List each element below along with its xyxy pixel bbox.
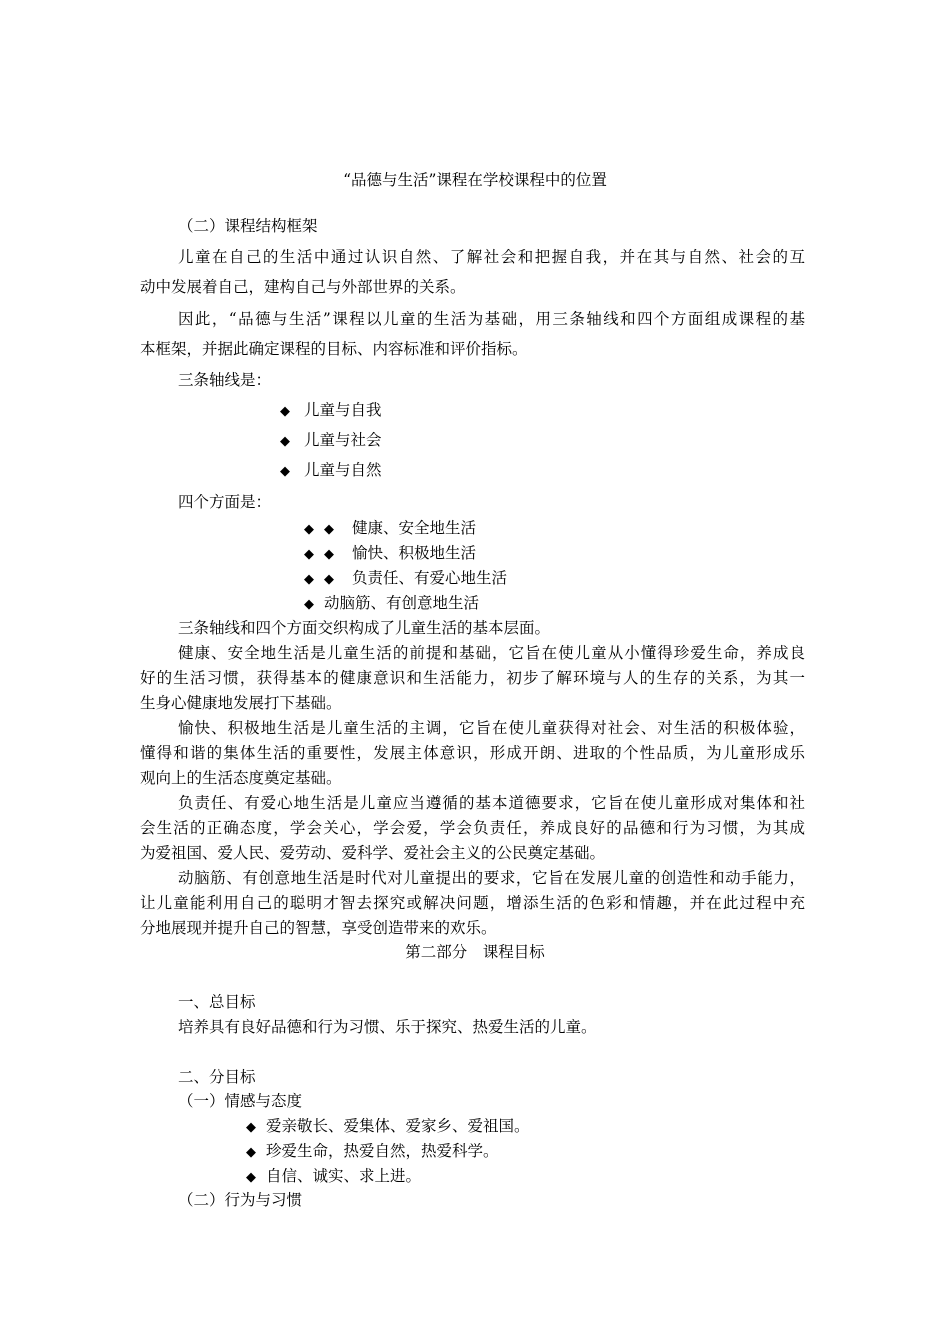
axis-item-label: 儿童与自然: [304, 461, 382, 479]
para-health-line3: 生身心健康地发展打下基础。: [140, 694, 342, 712]
para1-line2: 动中发展着自己，建构自己与外部世界的关系。: [140, 278, 466, 296]
diamond-bullet-icon: ◆: [280, 404, 290, 419]
axis-item-label: 儿童与自我: [304, 401, 382, 419]
diamond-bullet-icon: ◆: [246, 1145, 256, 1160]
para-happy-line1: 愉快、积极地生活是儿童生活的主调，它旨在使儿童获得对社会、对生活的积极体验，: [178, 719, 805, 737]
goal-sub-title: 二、分目标: [178, 1068, 256, 1086]
goal-total-text: 培养具有良好品德和行为习惯、乐于探究、热爱生活的儿童。: [178, 1018, 597, 1036]
diamond-bullet-icon: ◆: [324, 522, 334, 537]
figure-caption: “品德与生活”课程在学校课程中的位置: [343, 171, 607, 189]
axis-item-nature: [280, 460, 382, 482]
diamond-bullet-icon: ◆: [304, 522, 314, 537]
para-creative-line2: 让儿童能利用自己的聪明才智去探究或解决问题，增添生活的色彩和情趣，并在此过程中充: [140, 894, 805, 912]
para-responsible-line2: 会生活的正确态度，学会关心，学会爱，学会负责任，养成良好的品德和行为习惯，为其成: [140, 819, 805, 837]
aspect-item-health: [304, 518, 476, 540]
para-responsible-line3: 为爱祖国、爱人民、爱劳动、爱科学、爱社会主义的公民奠定基础。: [140, 844, 606, 862]
para-happy-line3: 观向上的生活态度奠定基础。: [140, 769, 342, 787]
sub1-title: （一）情感与态度: [178, 1092, 303, 1110]
para2-line2: 本框架，并据此确定课程的目标、内容标准和评价指标。: [140, 340, 528, 358]
diamond-bullet-icon: ◆: [304, 572, 314, 587]
diamond-bullet-icon: ◆: [246, 1170, 256, 1185]
axes-intro: 三条轴线是：: [178, 371, 272, 389]
para-creative-line1: 动脑筋、有创意地生活是时代对儿童提出的要求，它旨在发展儿童的创造性和动手能力，: [178, 869, 805, 887]
aspect-item-label: 负责任、有爱心地生活: [352, 569, 508, 587]
aspects-intro: 四个方面是：: [178, 493, 272, 511]
sub1-item-label: 爱亲敬长、爱集体、爱家乡、爱祖国。: [266, 1117, 530, 1135]
para-happy-line2: 懂得和谐的集体生活的重要性，发展主体意识，形成开朗、进取的个性品质，为儿童形成乐: [140, 744, 805, 762]
diamond-bullet-icon: ◆: [280, 464, 290, 479]
diamond-bullet-icon: ◆: [304, 597, 314, 612]
goal-total-title: 一、总目标: [178, 993, 256, 1011]
sub1-item-life: [246, 1141, 499, 1163]
diamond-bullet-icon: ◆: [324, 572, 334, 587]
aspect-item-label: 动脑筋、有创意地生活: [324, 594, 480, 612]
para-responsible-line1: 负责任、有爱心地生活是儿童应当遵循的基本道德要求，它旨在使儿童形成对集体和社: [178, 794, 805, 812]
summary-line: 三条轴线和四个方面交织构成了儿童生活的基本层面。: [178, 619, 551, 637]
axis-item-label: 儿童与社会: [304, 431, 382, 449]
aspect-item-creative: [304, 593, 479, 615]
sub1-item-honest: [246, 1166, 421, 1188]
para-health-line1: 健康、安全地生活是儿童生活的前提和基础，它旨在使儿童从小懂得珍爱生命，养成良: [178, 644, 805, 662]
sub1-item-label: 自信、诚实、求上进。: [266, 1167, 422, 1185]
aspect-item-label: 愉快、积极地生活: [352, 544, 477, 562]
aspect-item-happy: [304, 543, 476, 565]
sub1-item-label: 珍爱生命，热爱自然，热爱科学。: [266, 1142, 499, 1160]
sub2-title: （二）行为与习惯: [178, 1191, 303, 1209]
axis-item-society: [280, 430, 382, 452]
part2-title: 第二部分 课程目标: [405, 943, 545, 961]
diamond-bullet-icon: ◆: [246, 1120, 256, 1135]
para1-line1: 儿童在自己的生活中通过认识自然、了解社会和把握自我，并在其与自然、社会的互: [178, 248, 805, 266]
diamond-bullet-icon: ◆: [324, 547, 334, 562]
diamond-bullet-icon: ◆: [304, 547, 314, 562]
axis-item-self: [280, 400, 382, 422]
diamond-bullet-icon: ◆: [280, 434, 290, 449]
aspect-item-responsible: [304, 568, 507, 590]
section-heading-structure: （二）课程结构框架: [178, 217, 318, 235]
sub1-item-love: [246, 1116, 530, 1138]
para-creative-line3: 分地展现并提升自己的智慧，享受创造带来的欢乐。: [140, 919, 497, 937]
aspect-item-label: 健康、安全地生活: [352, 519, 477, 537]
para-health-line2: 好的生活习惯，获得基本的健康意识和生活能力，初步了解环境与人的生存的关系，为其一: [140, 669, 805, 687]
para2-line1: 因此，“品德与生活”课程以儿童的生活为基础，用三条轴线和四个方面组成课程的基: [178, 310, 805, 328]
